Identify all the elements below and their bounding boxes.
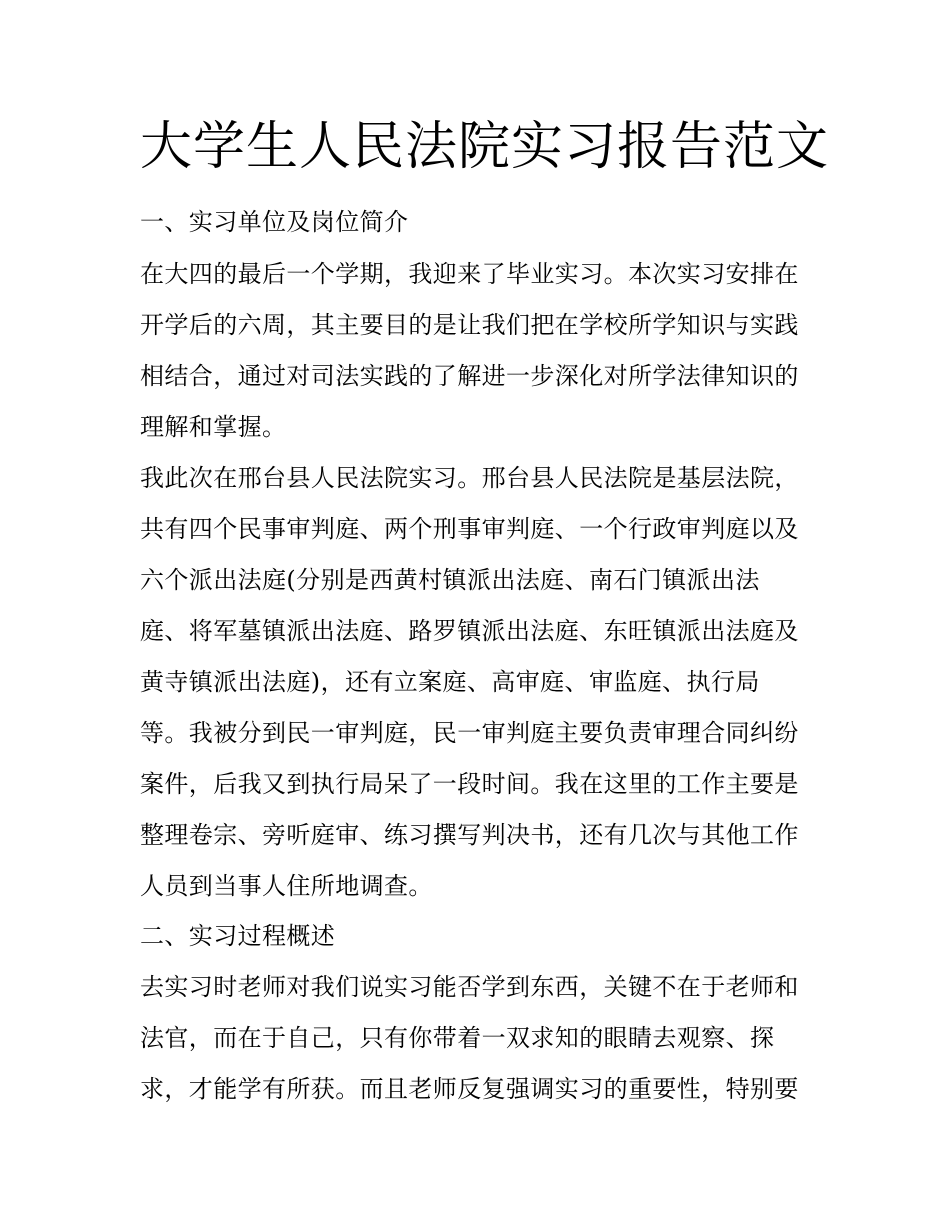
paragraph-line: 庭、将军墓镇派出法庭、路罗镇派出法庭、东旺镇派出法庭及: [140, 617, 799, 645]
document-page: [140, 0, 830, 1229]
paragraph-line: 求，才能学有所获。而且老师反复强调实习的重要性，特别要: [140, 1075, 799, 1103]
paragraph-line: 黄寺镇派出法庭)，还有立案庭、高审庭、审监庭、执行局: [140, 668, 760, 696]
paragraph-line: 六个派出法庭(分别是西黄村镇派出法庭、南石门镇派出法: [140, 566, 760, 594]
section-heading-2: 二、实习过程概述: [140, 922, 336, 950]
section-heading-1: 一、实习单位及岗位简介: [140, 208, 409, 236]
paragraph-line: 等。我被分到民一审判庭，民一审判庭主要负责审理合同纠纷: [140, 719, 799, 747]
paragraph-line: 案件，后我又到执行局呆了一段时间。我在这里的工作主要是: [140, 770, 799, 798]
paragraph-line: 相结合，通过对司法实践的了解进一步深化对所学法律知识的: [140, 362, 799, 390]
paragraph-line: 整理卷宗、旁听庭审、练习撰写判决书，还有几次与其他工作: [140, 821, 799, 849]
paragraph-line: 开学后的六周，其主要目的是让我们把在学校所学知识与实践: [140, 311, 799, 339]
document-title: 大学生人民法院实习报告范文: [140, 117, 830, 177]
paragraph-line: 共有四个民事审判庭、两个刑事审判庭、一个行政审判庭以及: [140, 515, 799, 543]
paragraph-line: 去实习时老师对我们说实习能否学到东西，关键不在于老师和: [140, 973, 799, 1001]
paragraph-line: 人员到当事人住所地调查。: [140, 872, 433, 900]
paragraph-line: 理解和掌握。: [140, 413, 287, 441]
paragraph-line: 在大四的最后一个学期，我迎来了毕业实习。本次实习安排在: [140, 260, 799, 288]
paragraph-line: 法官，而在于自己，只有你带着一双求知的眼睛去观察、探: [140, 1024, 775, 1052]
paragraph-line: 我此次在邢台县人民法院实习。邢台县人民法院是基层法院，: [140, 464, 799, 492]
